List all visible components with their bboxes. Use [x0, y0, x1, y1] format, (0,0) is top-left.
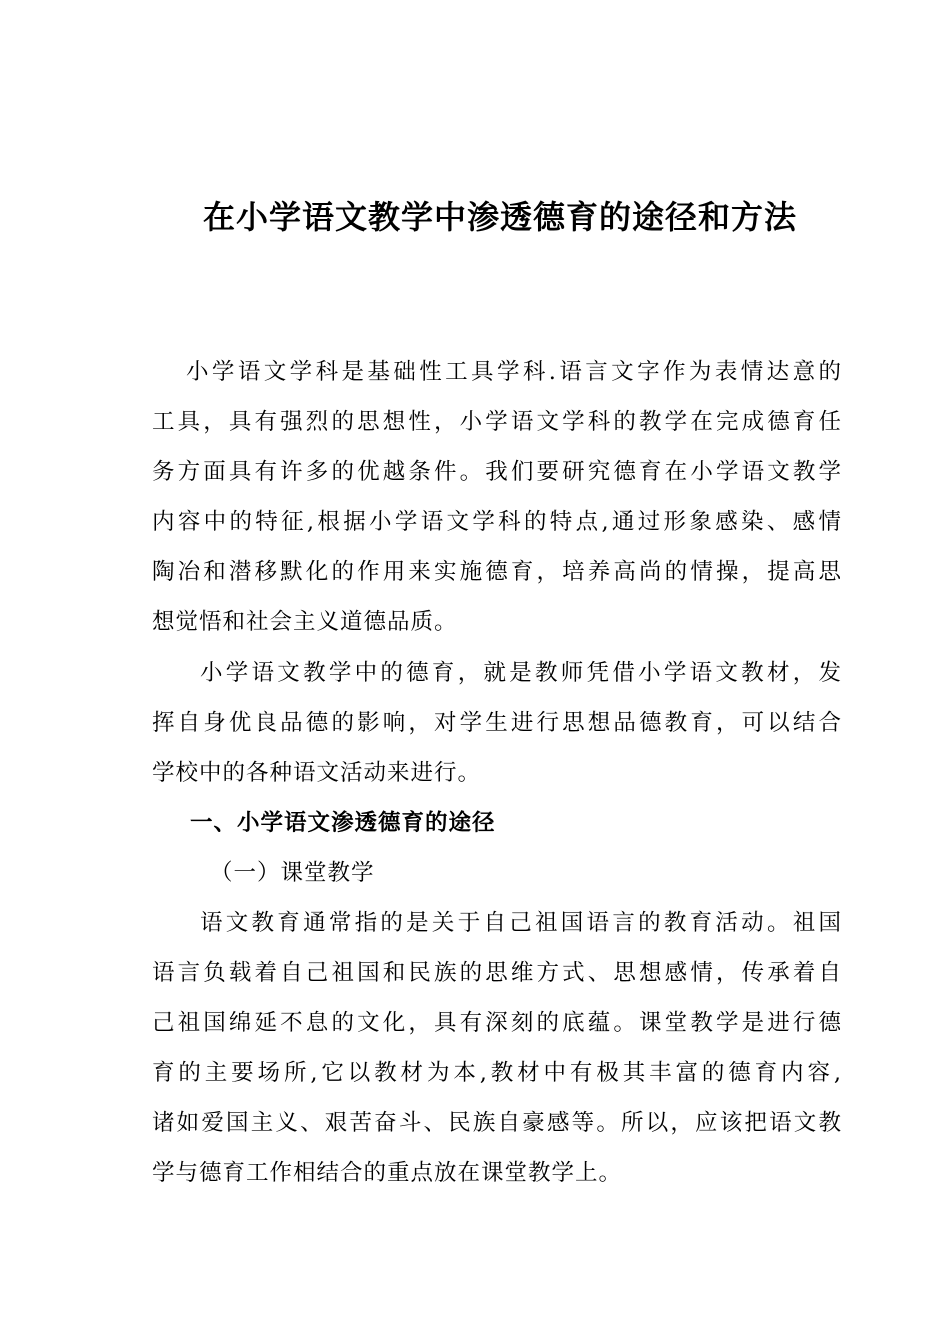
paragraph-line: 想觉悟和社会主义道德品质。	[152, 609, 458, 635]
paragraph-line: 诸如爱国主义、艰苦奋斗、民族自豪感等。所以，应该把语文教	[152, 1110, 842, 1136]
paragraph-line: 语文教育通常指的是关于自己祖国语言的教育活动。祖国	[200, 910, 842, 936]
paragraph-line: 语言负载着自己祖国和民族的思维方式、思想感情，传承着自	[152, 960, 842, 986]
paragraph-line: 务方面具有许多的优越条件。我们要研究德育在小学语文教学	[152, 459, 842, 485]
paragraph-line: 小学语文教学中的德育，就是教师凭借小学语文教材，发	[200, 660, 842, 686]
paragraph-line: 己祖国绵延不息的文化，具有深刻的底蕴。课堂教学是进行德	[152, 1010, 842, 1036]
paragraph-line: 内容中的特征,根据小学语文学科的特点,通过形象感染、感情	[152, 509, 842, 535]
paragraph-line: 挥自身优良品德的影响，对学生进行思想品德教育，可以结合	[152, 710, 842, 736]
paragraph-line: 育的主要场所,它以教材为本,教材中有极其丰富的德育内容,	[152, 1060, 842, 1086]
paragraph-line: 学校中的各种语文活动来进行。	[152, 760, 482, 786]
document-title: 在小学语文教学中渗透德育的途径和方法	[202, 198, 797, 236]
paragraph-line: 小学语文学科是基础性工具学科.语言文字作为表情达意的	[186, 359, 842, 385]
paragraph-line: 学与德育工作相结合的重点放在课堂教学上。	[152, 1160, 623, 1186]
section-heading: 一、小学语文渗透德育的途径	[190, 810, 496, 836]
paragraph-line: 陶冶和潜移默化的作用来实施德育，培养高尚的情操，提高思	[152, 559, 842, 585]
paragraph-line: 工具，具有强烈的思想性，小学语文学科的教学在完成德育任	[152, 409, 842, 435]
subsection-heading: （一）课堂教学	[210, 860, 375, 886]
